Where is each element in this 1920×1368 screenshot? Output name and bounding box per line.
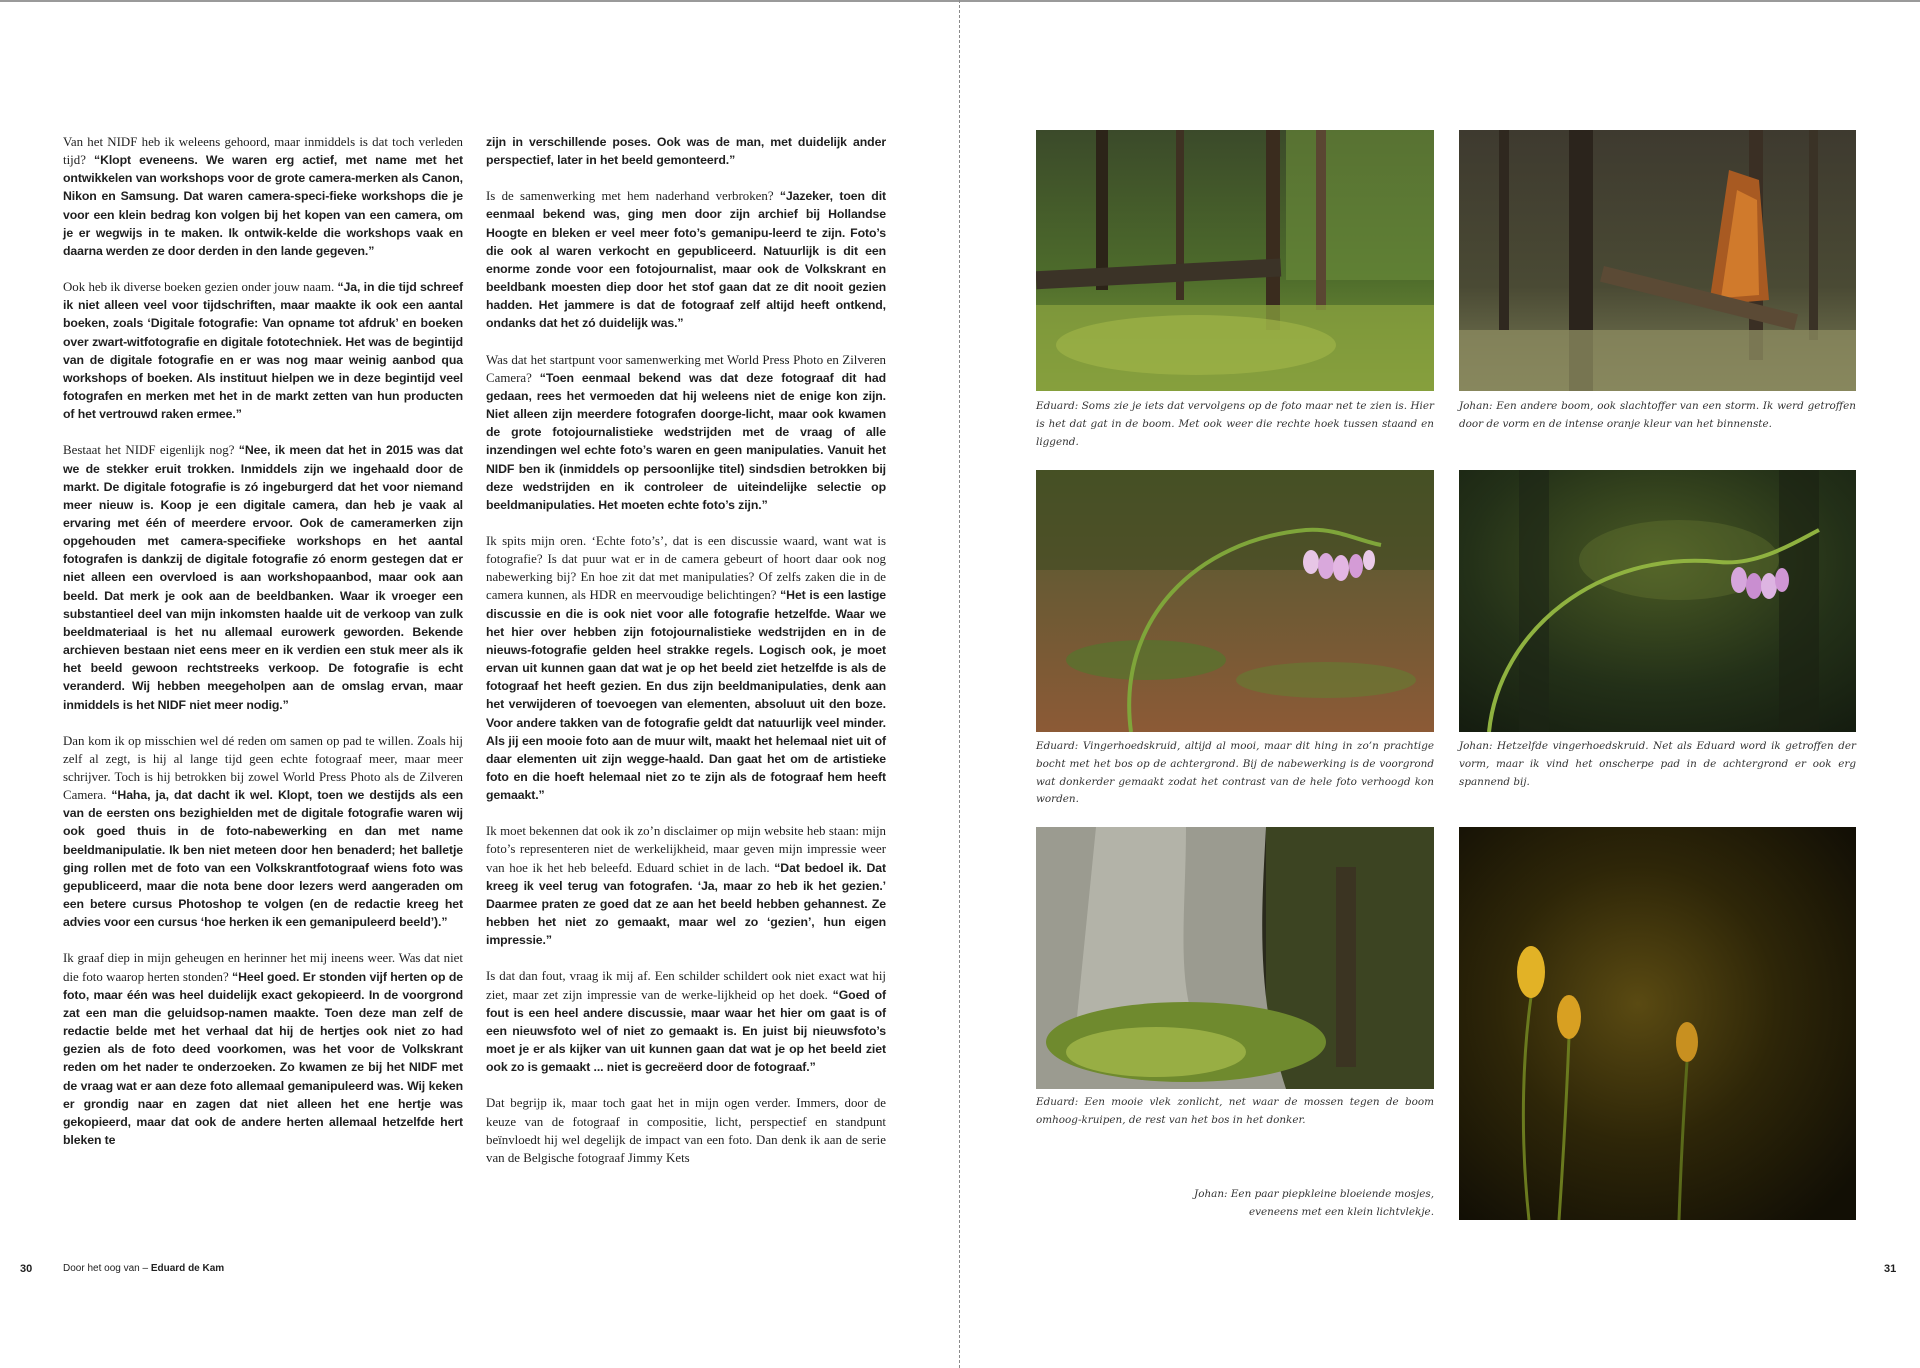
answer-text: “Goed of fout is een heel andere discussie, maar waar het hier om gaat is of een nieuwsfoto wel of niet zo gemaakt is. En juist bij nieuwsfoto’s moet je er als kijker van uit kunnen gaan dat wat je op het beeld ziet ook zo is gemaakt ... niet is gecreëerd door de fotograaf.”	[486, 987, 886, 1075]
question-text: Is de samenwerking met hem naderhand verbroken?	[486, 189, 780, 204]
paragraph	[486, 351, 886, 514]
footer-author: Eduard de Kam	[150, 1263, 225, 1274]
running-footer	[63, 1263, 224, 1274]
answer-text: “Klopt eveneens. We waren erg actief, met name met het ontwikkelen van workshops voor de grote camera-merken als Canon, Nikon en Samsung. Dat waren camera-speci-fieke workshops die je voor een klein bedrag kon volgen bij het kopen van een camera, om je er wegwijs in te maken. Ik ontwik-kelde die workshops vaak en daarna werden ze door derden in den lande gegeven.”	[63, 153, 463, 258]
page-number: 30	[20, 1263, 33, 1275]
photo-blooming-moss	[1459, 827, 1856, 1220]
answer-text: “Haha, ja, dat dacht ik wel. Klopt, toen we destijds als een van de eersten ons bezighielden met de digitale fotografie waren wij ook goed thuis in de foto-nabewerking en dan met name beeldmanipulatie. Ik ben niet meteen door hen benaderd; het balletje ging rollen met de foto van een Volkskrantfotograaf wiens foto was gepubliceerd, maar die nota bene door lezers werd aangeraden om een betere cursus Photoshop te volgen (en de redactie kreeg het advies voor een cursus ‘hoe herken ik een gemanipuleerd beeld’).”	[63, 788, 463, 930]
question-text: Ik graaf diep in mijn geheugen en herinner het mij ineens weer. Was dat niet die foto waarop herten stonden?	[63, 951, 463, 984]
question-text: Ook heb ik diverse boeken gezien onder jouw naam.	[63, 280, 338, 295]
paragraph	[486, 187, 886, 332]
caption-photo-2: Johan: Een andere boom, ook slachtoffer van een storm. Ik werd getroffen door de vorm en de intense oranje kleur van het binnenste.	[1459, 400, 1856, 430]
paragraph	[486, 1094, 886, 1167]
paragraph	[486, 532, 886, 804]
paragraph	[63, 949, 463, 1149]
question-text: Was dat het startpunt voor samenwerking met World Press Photo en Zilveren Camera?	[486, 352, 886, 385]
paragraph	[63, 732, 463, 932]
caption-photo-5: Eduard: Een mooie vlek zonlicht, net waar de mossen tegen de boom omhoog-kruipen, de rest van het bos in het donker.	[1036, 1096, 1434, 1126]
question-text: Ik moet bekennen dat ook ik zo’n disclaimer op mijn website heb staan: mijn foto’s representeren niet de werkelijkheid, maar geven mijn impressie weer van hoe ik het heb beleefd. Eduard schiet in de lach.	[486, 824, 886, 875]
paragraph	[63, 441, 463, 713]
paragraph	[486, 967, 886, 1076]
text-column-2	[486, 133, 886, 1185]
right-page	[961, 0, 1920, 1368]
question-text: Van het NIDF heb ik weleens gehoord, maar inmiddels is dat toch verleden tijd?	[63, 135, 463, 168]
paragraph	[486, 822, 886, 949]
answer-text: “Ja, in die tijd schreef ik niet alleen veel voor tijdschriften, maar maakte ik ook een aantal boeken, zoals ‘Digitale fotografie: Van opname tot afdruk’ en boeken over zwart-witfotografie en digitale fototechniek. Het was de begintijd van de digitale fotografie en er was nog maar weinig aanbod qua workshops of boeken. Als instituut hielpen we in deze begintijd veel fotografen en merken met het in de markt zetten van hun producten of het vertrouwd raken ermee.”	[63, 280, 463, 422]
footer-section: Door het oog van –	[63, 1263, 151, 1274]
photo-foxglove-sharp-bg	[1036, 470, 1434, 732]
photo-forest-gap	[1036, 130, 1434, 391]
page-number: 31	[1884, 1263, 1897, 1275]
question-text: Bestaat het NIDF eigenlijk nog?	[63, 443, 239, 458]
page-spine	[959, 0, 960, 1368]
question-text: Is dat dan fout, vraag ik mij af. Een schilder schildert ook niet exact wat hij ziet, maar zet zijn impressie van de werke-lijkheid op het doek.	[486, 969, 886, 1002]
caption-photo-6: Johan: Een paar piepkleine bloeiende mosjes, eveneens met een klein lichtvlekje.	[1194, 1188, 1434, 1218]
answer-text: “Toen eenmaal bekend was dat deze fotograaf dit had gedaan, rees het vermoeden dat hij weleens niet de enige kon zijn. Niet alleen zijn meerdere fotografen doorge-licht, maar ook kwamen de grote fotojournalistieke wedstrijden met de vraag of alle inzendingen wel echte foto’s waren en geen manipulaties. Vanuit het NIDF ben ik (inmiddels op persoonlijke titel) sindsdien betrokken bij deze wedstrijden en ik controleer de uiteindelijke selectie op beeldmanipulaties. Het moeten echte foto’s zijn.”	[486, 370, 886, 512]
paragraph	[63, 278, 463, 423]
question-text: Dat begrijp ik, maar toch gaat het in mijn ogen verder. Immers, door de keuze van de fotograaf in compositie, licht, perspectief en standpunt beïnvloedt hij wel degelijk de impact van een foto. Dan denk ik aan de serie van de Belgische fotograaf Jimmy Kets	[486, 1096, 886, 1165]
caption-photo-4: Johan: Hetzelfde vingerhoedskruid. Net als Eduard word ik getroffen der vorm, maar ik vind het onscherpe pad in de achtergrond er ook erg spannend bij.	[1459, 740, 1856, 788]
text-column-1	[63, 133, 463, 1167]
question-text: Ik spits mijn oren. ‘Echte foto’s’, dat is een discussie waard, want wat is fotografie? Is dat puur wat er in de camera gebeurt of hoort daar ook nog nabewerking bij? En hoe zit dat met manipulaties? Of zelfs zaken die in de camera kunnen, als HDR en meervoudige belichtingen?	[486, 533, 886, 603]
answer-text: “Nee, ik meen dat het in 2015 was dat we de stekker eruit trokken. Inmiddels zijn we ingehaald door de markt. De digitale fotografie is zó ingeburgerd dat het voor niemand meer nieuw is. Koop je een digitale camera, dan heb je vaak al ervaring met één of meerdere ervoor. Ook de cameramerken zijn opgehouden met camera-specifieke workshops en het aantal fotografen is dankzij de digitale fotografie zó enorm gestegen dat er niet alleen een overvloed is aan workshopaanbod, maar ook aan beeld. Dat merk je ook aan de beeldbanken. Waar ik vroeger een substantieel deel van mijn inkomsten haalde uit de verkoop van zulk beeldmateriaal is het nu allemaal eurowerk geworden. Bekende archieven bestaan niet eens meer en ik verdien een stuk meer als ik het beeld gewoon rechtstreeks verkoop. De fotografie is echt veranderd. Wij hebben meegeholpen aan de omslag ervan, maar inmiddels is het NIDF niet meer nodig.”	[63, 443, 463, 712]
question-text: Dan kom ik op misschien wel dé reden om samen op pad te willen. Zoals hij zelf al zegt, is hij al lange tijd geen echte fotograaf meer, maar meer schrijver. Toch is hij betrokken bij zowel World Press Photo als de Zilveren Camera.	[63, 733, 463, 803]
paragraph	[486, 133, 886, 169]
left-page	[0, 0, 959, 1368]
answer-text: “Jazeker, toen dit eenmaal bekend was, ging men door zijn archief bij Hollandse Hoogte en bleken er veel meer foto’s gemanipu-leerd te zijn. Foto’s die ook al waren verkocht en gepubliceerd. Natuurlijk is dit een enorme zonde voor een fotojournalist, maar ook de Volkskrant en beeldbank moesten diep door het stof gaan dat ze dit nooit gezien hadden. Het jammere is dat de fotograaf zelf altijd heeft ontkend, ondanks dat het zó duidelijk was.”	[486, 189, 886, 331]
caption-photo-3: Eduard: Vingerhoedskruid, altijd al mooi, maar dit hing in zo’n prachtige bocht met het bos op de achtergrond. Bij de nabewerking is de voorgrond wat donkerder gemaakt zodat het contrast van de hele foto verhoogd kon worden.	[1036, 740, 1434, 806]
photo-foxglove-blurred-bg	[1459, 470, 1856, 732]
answer-text: zijn in verschillende poses. Ook was de man, met duidelijk ander perspectief, later in het beeld gemonteerd.”	[486, 135, 886, 168]
photo-broken-tree	[1459, 130, 1856, 391]
answer-text: “Het is een lastige discussie en die is ook niet voor alle fotografie hetzelfde. Waar we het hier over hebben zijn fotojournalistieke wedstrijden en in de nieuws-fotografie gelden heel strakke regels. Logisch ook, je moet ervan uit kunnen gaan dat wat je op het beeld ziet hetzelfde is als de fotograaf het heeft gezien. En dus zijn beeldmanipulaties, denk aan het verwijderen of toevoegen van elementen, absoluut uit den boze. Voor andere takken van de fotografie geldt dat natuurlijk veel minder. Als jij een mooie foto aan de muur wilt, maakt het helemaal niet uit of daar elementen uit zijn wegge-haald. Dan gaat het om de artistieke foto en die hoeft helemaal niet zo te zijn als de fotograaf hem heeft gemaakt.”	[486, 588, 886, 803]
paragraph	[63, 133, 463, 260]
answer-text: “Heel goed. Er stonden vijf herten op de foto, maar één was heel duidelijk exact gekopieerd. In de voorgrond zat een man die geluidsop-namen maakte. Toen deze man zelf de redactie belde met het verhaal dat hij de hertjes ook niet zo had gezien als de foto deed voorkomen, was het voor de Volkskrant reden om het nader te onderzoeken. Zo kwamen ze bij het NIDF met de vraag wat er aan deze foto allemaal gemanipuleerd was. Wij keken er grondig naar en zagen dat niet alleen het ene hertje was gekopieerd, maar dat ook de andere herten allemaal hetzelfde hert bleken te	[63, 969, 463, 1147]
caption-photo-1: Eduard: Soms zie je iets dat vervolgens op de foto maar net te zien is. Hier is het dat gat in de boom. Met ook weer die rechte hoek tussen staand en liggend.	[1036, 400, 1434, 448]
answer-text: “Dat bedoel ik. Dat kreeg ik veel terug van fotografen. ‘Ja, maar zo heb ik het gezien.’ Daarmee praten ze goed dat ze aan het beeld hebben gehannest. Ze hebben het niet zo gemaakt, maar wel zo ‘gezien’, hun eigen impressie.”	[486, 860, 886, 948]
photo-tree-sunlit-moss	[1036, 827, 1434, 1089]
